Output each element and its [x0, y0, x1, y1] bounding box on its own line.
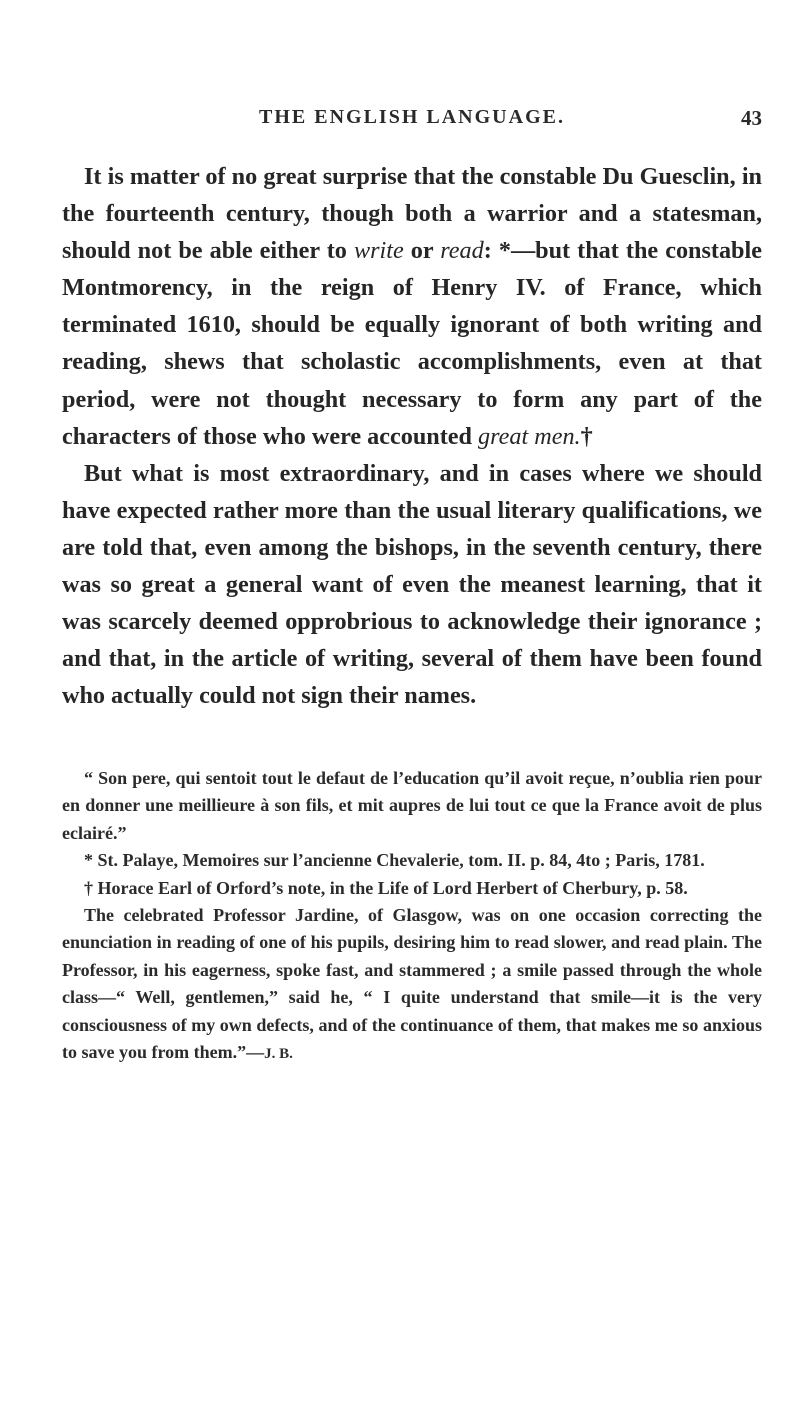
text-run: It is matter of no great surprise that the constable Du Guesclin, in the fourteenth century, though both a warrior and a statesman, should not be able either to — [62, 163, 762, 265]
main-text — [62, 158, 762, 714]
italic-read: read — [440, 237, 484, 265]
footnote-anecdote — [62, 902, 762, 1068]
footnote-quote: “ Son pere, qui sentoit tout le defaut de l’education qu’il avoit reçue, n’oublia rien pour en donner une meillieure à son fils, et mit aupres de lui tout ce que la France avoit de plus eclairé.” — [62, 768, 762, 843]
italic-write: write — [353, 237, 404, 265]
paragraph-bishops: But what is most extraordinary, and in cases where we should have expected rather more than the usual literary qualifications, we are told that, even among the bishops, in the seventh century, there was so great a general want of even the meanest learning, that it was scarcely deemed opprobrious to acknowledge their ignorance ; and that, in the article of writing, several of them have been found who actually could not sign their names. — [62, 459, 762, 710]
text-run: or — [403, 237, 441, 265]
running-title: THE ENGLISH LANGUAGE. — [259, 106, 565, 128]
footnote-star: * St. Palaye, Memoires sur l’ancienne Chevalerie, tom. II. p. 84, 4to ; Paris, 1781. — [84, 850, 705, 871]
anecdote-text: The celebrated Professor Jardine, of Glasgow, was on one occasion correcting the enunciation in reading of one of his pupils, desiring him to read slower, and read plain. The Professor, in his eagerness, spoke fast, and stammered ; a smile passed through the whole class—“ Well, gentlemen,” said he, “ I quite understand that smile—it is the very consciousness of my own defects, and of the continuance of them, that makes me so anxious to save you from them.”— — [62, 905, 762, 1063]
running-head — [62, 106, 762, 134]
dagger-mark: † — [580, 422, 593, 450]
book-page — [62, 0, 762, 1403]
signature: J. B. — [264, 1046, 293, 1063]
paragraph-montmorency — [62, 158, 762, 455]
page-number: 43 — [741, 106, 762, 130]
italic-great-men: great men. — [478, 422, 581, 450]
text-run: : *—but that the constable Montmorency, in the reign of Henry IV. of France, which terminated 1610, should be equally ignorant of both writing and reading, shews that scholastic accomplishments, even at that period, were not thought necessary to form any part of the characters of those who were accounted — [62, 237, 762, 450]
footnotes — [62, 765, 762, 1068]
footnote-dagger: † Horace Earl of Orford’s note, in the Life of Lord Herbert of Cherbury, p. 58. — [84, 877, 688, 898]
